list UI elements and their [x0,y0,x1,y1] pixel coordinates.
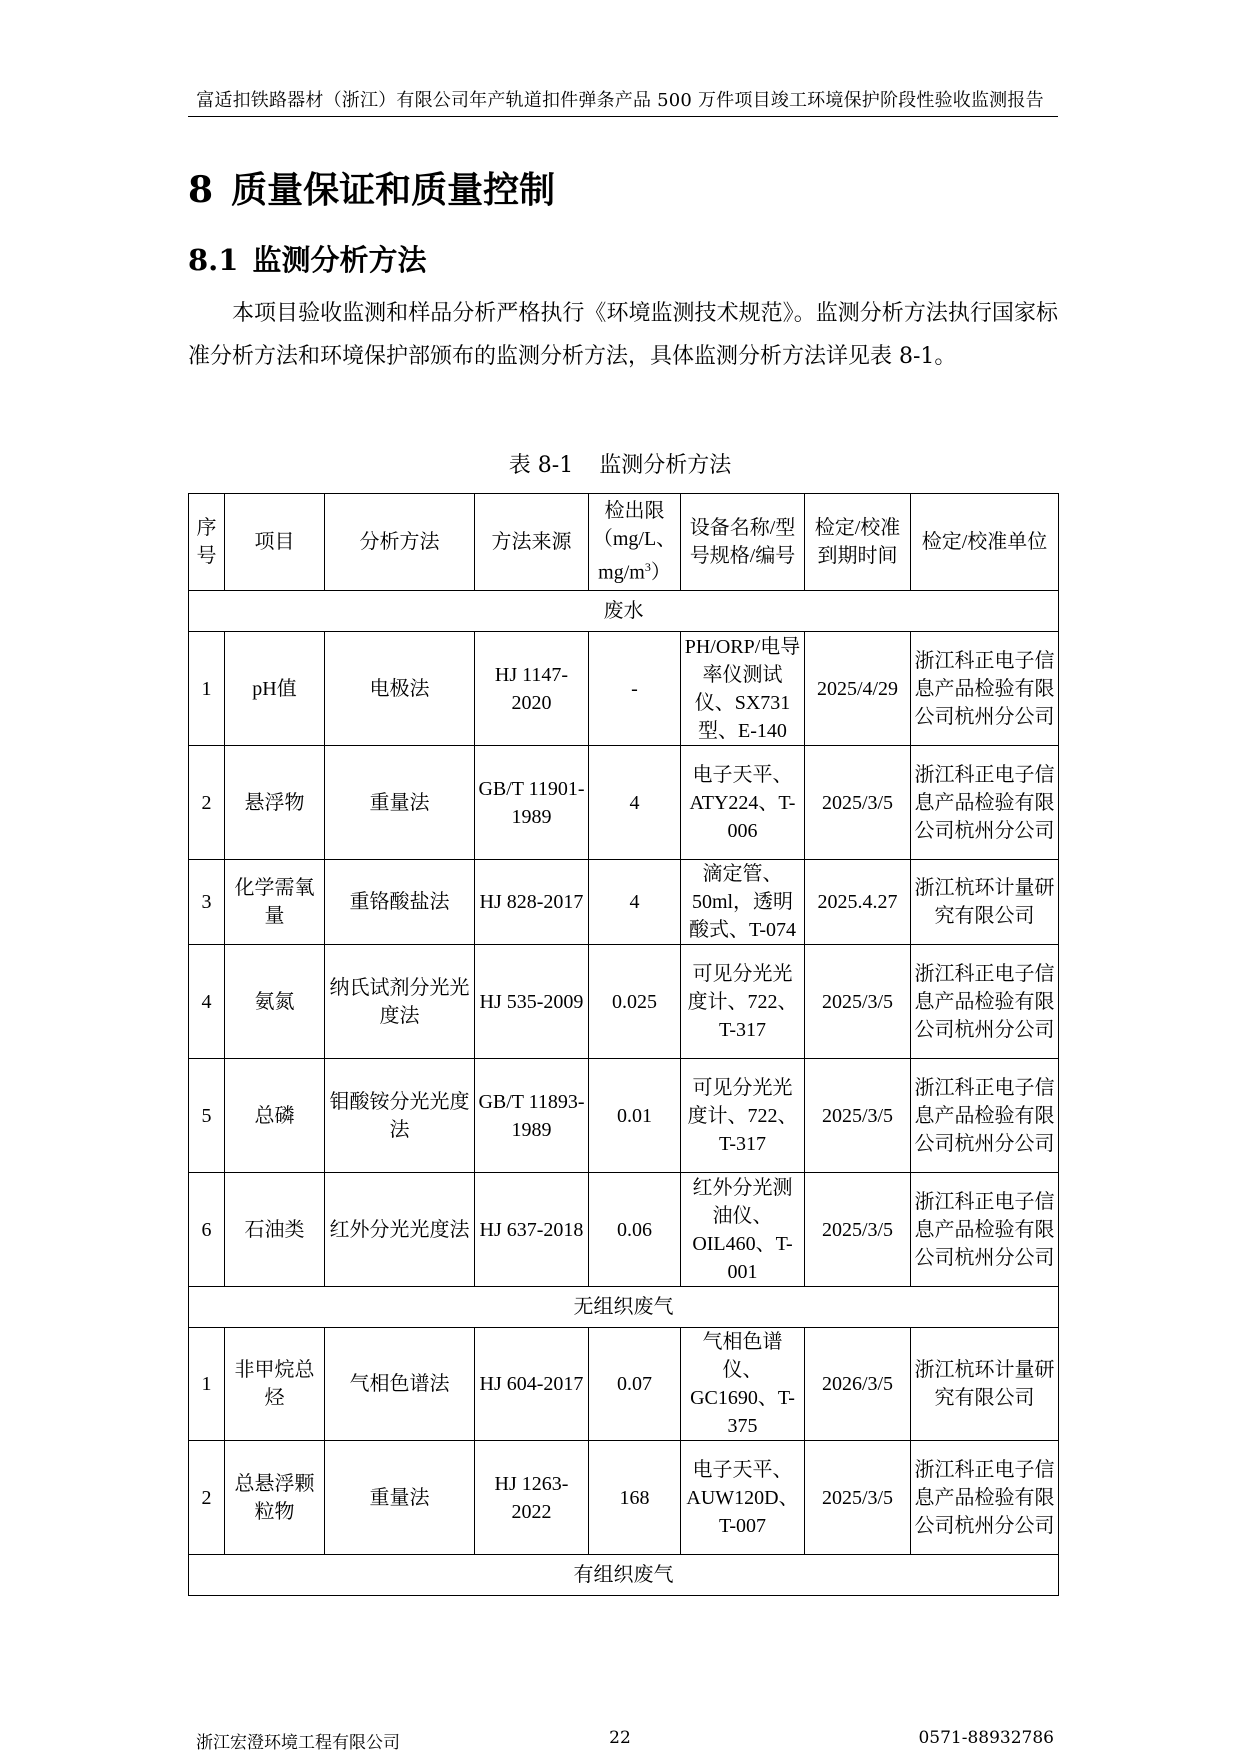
footer-phone: 0571-88932786 [918,1728,1054,1748]
cell-seq: 2 [189,746,225,860]
header-rule [188,116,1058,117]
section-label: 无组织废气 [189,1287,1059,1328]
cell-unit: 浙江杭环计量研究有限公司 [911,860,1059,945]
cell-source: HJ 828-2017 [475,860,589,945]
cell-unit: 浙江科正电子信息产品检验有限公司杭州分公司 [911,746,1059,860]
cell-source: HJ 1147-2020 [475,632,589,746]
cell-device: 电子天平、AUW120D、T-007 [681,1441,805,1555]
header-limit-end: ） [650,561,671,584]
cell-unit: 浙江科正电子信息产品检验有限公司杭州分公司 [911,1059,1059,1173]
table-row [189,1328,1059,1441]
cell-unit: 浙江杭环计量研究有限公司 [911,1328,1059,1441]
cell-method: 红外分光光度法 [325,1173,475,1287]
cell-seq: 4 [189,945,225,1059]
header-method: 分析方法 [325,494,475,591]
cell-limit: - [589,632,681,746]
cell-seq: 1 [189,632,225,746]
cell-limit: 4 [589,860,681,945]
table-section-row [189,591,1059,632]
cell-method: 纳氏试剂分光光度法 [325,945,475,1059]
header-device: 设备名称/型号规格/编号 [681,494,805,591]
cell-seq: 5 [189,1059,225,1173]
cell-device: PH/ORP/电导率仪测试仪、SX731型、E-140 [681,632,805,746]
cell-unit: 浙江科正电子信息产品检验有限公司杭州分公司 [911,1441,1059,1555]
header-unit: 检定/校准单位 [911,494,1059,591]
subsection-title: 监测分析方法 [252,243,427,277]
cell-limit: 0.01 [589,1059,681,1173]
cell-item: 石油类 [225,1173,325,1287]
table-row [189,945,1059,1059]
section-heading [188,162,555,213]
cell-unit: 浙江科正电子信息产品检验有限公司杭州分公司 [911,632,1059,746]
table-caption [0,448,1240,479]
header-limit [589,494,681,591]
cell-source: HJ 604-2017 [475,1328,589,1441]
header-limit-text: 检出限（mg/L、mg/m [592,500,677,584]
footer-page-number: 22 [609,1728,631,1748]
cell-method: 重量法 [325,746,475,860]
cell-limit: 4 [589,746,681,860]
cell-method: 气相色谱法 [325,1328,475,1441]
body-paragraph: 本项目验收监测和样品分析严格执行《环境监测技术规范》。监测分析方法执行国家标准分析方法和环境保护部颁布的监测分析方法，具体监测分析方法详见表 8-1。 [188,301,1058,369]
cell-seq: 6 [189,1173,225,1287]
table-caption-title: 监测分析方法 [599,453,732,478]
table-header-row [189,494,1059,591]
cell-limit: 168 [589,1441,681,1555]
running-header: 富适扣铁路器材（浙江）有限公司年产轨道扣件弹条产品 500 万件项目竣工环境保护阶段性验收监测报告 [196,90,1044,111]
table-row [189,1173,1059,1287]
header-limit-sup: 3 [644,560,651,575]
cell-item: 悬浮物 [225,746,325,860]
section-title: 质量保证和质量控制 [231,169,556,211]
cell-due: 2025/3/5 [805,1059,911,1173]
cell-device: 电子天平、ATY224、T-006 [681,746,805,860]
section-number: 8 [188,169,214,211]
cell-seq: 3 [189,860,225,945]
cell-item: 非甲烷总烃 [225,1328,325,1441]
subsection-heading [188,238,426,279]
cell-item: 总悬浮颗粒物 [225,1441,325,1555]
cell-seq: 2 [189,1441,225,1555]
cell-due: 2025/4/29 [805,632,911,746]
cell-due: 2025.4.27 [805,860,911,945]
cell-unit: 浙江科正电子信息产品检验有限公司杭州分公司 [911,1173,1059,1287]
header-due: 检定/校准到期时间 [805,494,911,591]
methods-table [188,493,1059,1596]
cell-source: HJ 637-2018 [475,1173,589,1287]
cell-device: 红外分光测油仪、OIL460、T-001 [681,1173,805,1287]
cell-device: 可见分光光度计、722、T-317 [681,1059,805,1173]
cell-item: 化学需氧量 [225,860,325,945]
cell-method: 重铬酸盐法 [325,860,475,945]
subsection-number: 8.1 [188,243,239,277]
cell-item: 总磷 [225,1059,325,1173]
table-row [189,632,1059,746]
cell-device: 气相色谱仪、GC1690、T-375 [681,1328,805,1441]
cell-device: 滴定管、50ml，透明酸式、T-074 [681,860,805,945]
cell-due: 2026/3/5 [805,1328,911,1441]
header-item: 项目 [225,494,325,591]
cell-limit: 0.07 [589,1328,681,1441]
table-section-row [189,1287,1059,1328]
cell-due: 2025/3/5 [805,945,911,1059]
table-row [189,860,1059,945]
cell-source: HJ 535-2009 [475,945,589,1059]
table-row [189,746,1059,860]
cell-limit: 0.025 [589,945,681,1059]
header-seq: 序号 [189,494,225,591]
cell-source: GB/T 11901-1989 [475,746,589,860]
cell-due: 2025/3/5 [805,1441,911,1555]
cell-limit: 0.06 [589,1173,681,1287]
cell-item: 氨氮 [225,945,325,1059]
section-label: 废水 [189,591,1059,632]
cell-method: 电极法 [325,632,475,746]
table-row [189,1059,1059,1173]
cell-source: GB/T 11893-1989 [475,1059,589,1173]
footer-company: 浙江宏澄环境工程有限公司 [196,1733,400,1753]
cell-method: 钼酸铵分光光度法 [325,1059,475,1173]
cell-item: pH值 [225,632,325,746]
cell-due: 2025/3/5 [805,1173,911,1287]
cell-device: 可见分光光度计、722、T-317 [681,945,805,1059]
header-source: 方法来源 [475,494,589,591]
cell-source: HJ 1263-2022 [475,1441,589,1555]
section-label: 有组织废气 [189,1555,1059,1596]
cell-due: 2025/3/5 [805,746,911,860]
table-caption-number: 表 8-1 [508,453,574,478]
cell-seq: 1 [189,1328,225,1441]
table-section-row [189,1555,1059,1596]
cell-method: 重量法 [325,1441,475,1555]
cell-unit: 浙江科正电子信息产品检验有限公司杭州分公司 [911,945,1059,1059]
table-row [189,1441,1059,1555]
